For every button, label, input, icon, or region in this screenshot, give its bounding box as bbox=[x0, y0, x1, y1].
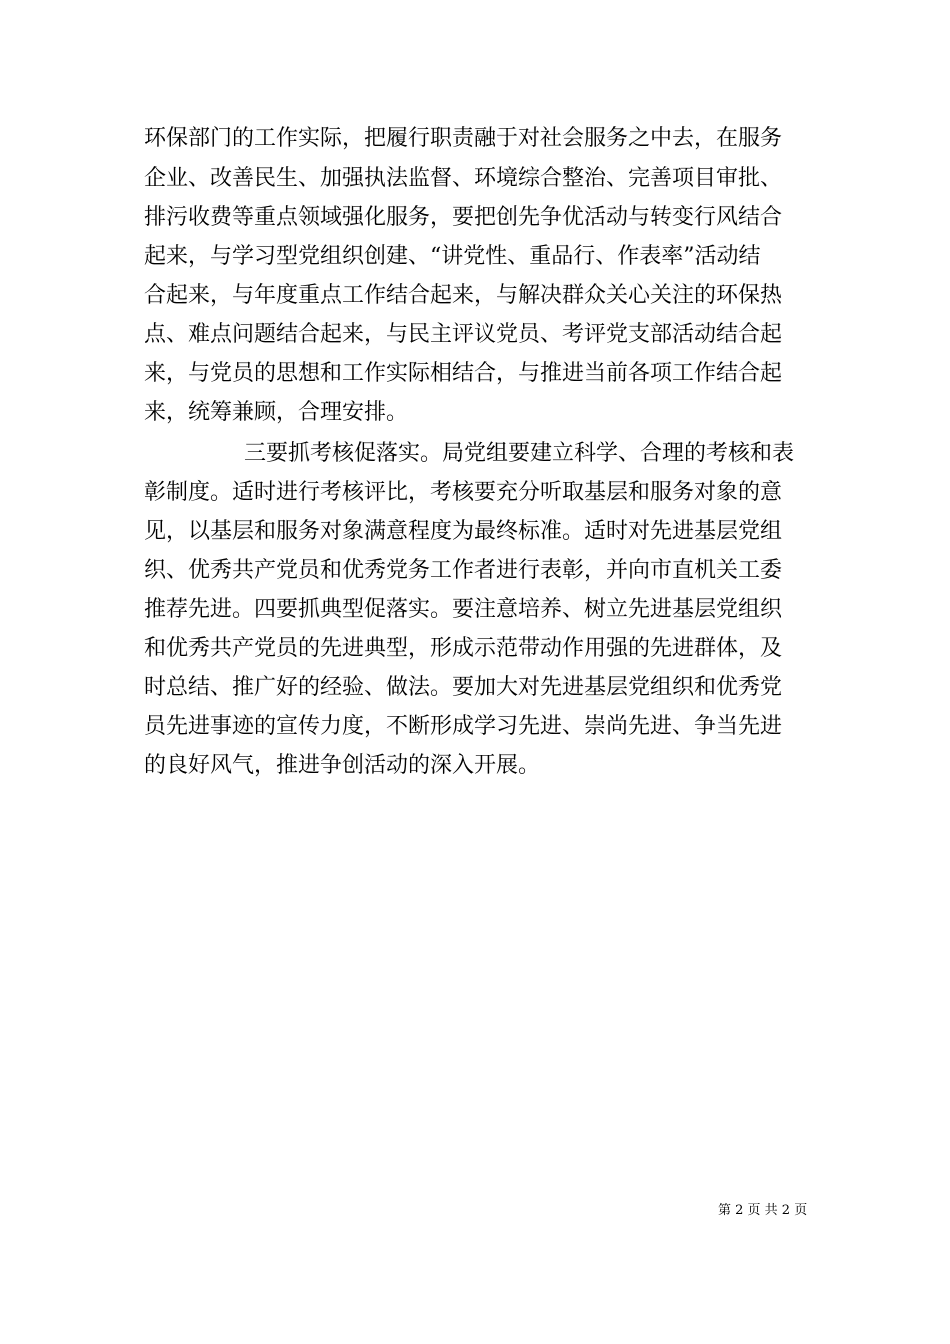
paragraph-line: 来，统筹兼顾，合理安排。 bbox=[144, 400, 409, 425]
paragraph-line: 员先进事迹的宣传力度，不断形成学习先进、崇尚先进、争当先进 bbox=[144, 714, 783, 739]
paragraph-line: 环保部门的工作实际，把履行职责融于对社会服务之中去，在服务 bbox=[144, 126, 783, 151]
paragraph-line: 起来，与学习型党组织创建、“讲党性、重品行、作表率”活动结 bbox=[144, 244, 761, 269]
paragraph-line: 织、优秀共产党员和优秀党务工作者进行表彰，并向市直机关工委 bbox=[144, 558, 783, 583]
paragraph-line: 三要抓考核促落实。局党组要建立科学、合理的考核和表 bbox=[244, 441, 795, 466]
paragraph-line: 排污收费等重点领域强化服务，要把创先争优活动与转变行风结合 bbox=[144, 205, 783, 230]
paragraph-line: 推荐先进。四要抓典型促落实。要注意培养、树立先进基层党组织 bbox=[144, 597, 783, 622]
paragraph-line: 来，与党员的思想和工作实际相结合，与推进当前各项工作结合起 bbox=[144, 361, 783, 386]
paragraph-line: 的良好风气，推进争创活动的深入开展。 bbox=[144, 753, 541, 778]
paragraph-line: 企业、改善民生、加强执法监督、环境综合整治、完善项目审批、 bbox=[144, 166, 783, 191]
page-number-footer: 第 2 页 共 2 页 bbox=[718, 1203, 808, 1218]
paragraph-line: 见，以基层和服务对象满意程度为最终标准。适时对先进基层党组 bbox=[144, 519, 783, 544]
paragraph-line: 时总结、推广好的经验、做法。要加大对先进基层党组织和优秀党 bbox=[144, 675, 783, 700]
paragraph-line: 合起来，与年度重点工作结合起来，与解决群众关心关注的环保热 bbox=[144, 283, 783, 308]
paragraph-line: 和优秀共产党员的先进典型，形成示范带动作用强的先进群体，及 bbox=[144, 636, 783, 661]
paragraph-line: 彰制度。适时进行考核评比，考核要充分听取基层和服务对象的意 bbox=[144, 480, 783, 505]
paragraph-line: 点、难点问题结合起来，与民主评议党员、考评党支部活动结合起 bbox=[144, 322, 783, 347]
